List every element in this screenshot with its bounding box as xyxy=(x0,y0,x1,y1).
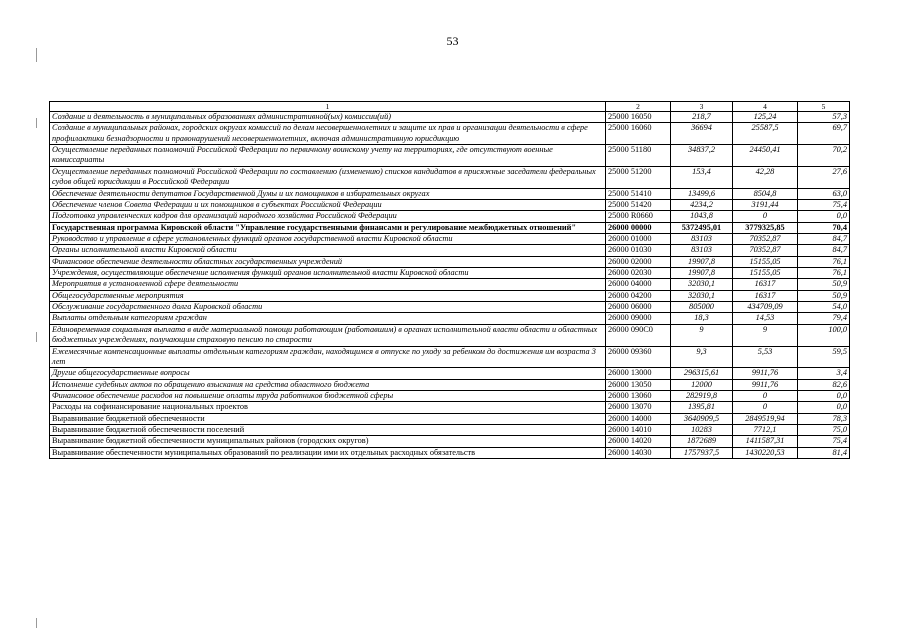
row-percent-value: 63,0 xyxy=(798,188,850,199)
row-actual-value: 9911,76 xyxy=(733,368,798,379)
row-percent-value: 75,4 xyxy=(798,436,850,447)
header-cell-actual: 4 xyxy=(733,102,798,112)
page-number: 53 xyxy=(446,34,459,48)
row-plan-value: 10283 xyxy=(671,425,733,436)
row-name-cell: Выравнивание обеспеченности муниципальных образований по реализации ими их отдельных расходных обязательств xyxy=(50,447,606,458)
table-row xyxy=(50,324,850,346)
table-row xyxy=(50,199,850,210)
row-code-cell: 26000 02000 xyxy=(606,256,671,267)
row-code-cell: 26000 14020 xyxy=(606,436,671,447)
row-name-cell: Общегосударственные мероприятия xyxy=(50,290,606,301)
row-percent-value: 0,0 xyxy=(798,390,850,401)
header-cell-percent: 5 xyxy=(798,102,850,112)
margin-mark xyxy=(36,48,37,62)
table-body xyxy=(50,112,850,459)
row-plan-value: 34837,2 xyxy=(671,145,733,167)
header-cell-plan: 3 xyxy=(671,102,733,112)
row-percent-value: 75,0 xyxy=(798,425,850,436)
row-plan-value: 13499,6 xyxy=(671,188,733,199)
row-percent-value: 0,0 xyxy=(798,211,850,222)
row-actual-value: 434709,09 xyxy=(733,302,798,313)
row-code-cell: 26000 06000 xyxy=(606,302,671,313)
row-percent-value: 84,7 xyxy=(798,245,850,256)
row-percent-value: 27,6 xyxy=(798,166,850,188)
row-code-cell: 26000 09000 xyxy=(606,313,671,324)
budget-table xyxy=(49,101,850,459)
row-percent-value: 75,4 xyxy=(798,199,850,210)
row-plan-value: 19907,8 xyxy=(671,268,733,279)
row-name-cell: Подготовка управленческих кадров для организаций народного хозяйства Российской Федерации xyxy=(50,211,606,222)
row-actual-value: 0 xyxy=(733,402,798,413)
row-plan-value: 282919,8 xyxy=(671,390,733,401)
row-name-cell: Расходы на софинансирование национальных проектов xyxy=(50,402,606,413)
row-name-cell: Финансовое обеспечение деятельности областных государственных учреждений xyxy=(50,256,606,267)
row-code-cell: 25000 16050 xyxy=(606,112,671,123)
table-row xyxy=(50,256,850,267)
row-plan-value: 12000 xyxy=(671,379,733,390)
row-code-cell: 25000 51200 xyxy=(606,166,671,188)
row-code-cell: 26000 01000 xyxy=(606,233,671,244)
row-name-cell: Выплаты отдельным категориям граждан xyxy=(50,313,606,324)
row-code-cell: 26000 090C0 xyxy=(606,324,671,346)
table-row xyxy=(50,290,850,301)
row-code-cell: 25000 51180 xyxy=(606,145,671,167)
row-percent-value: 0,0 xyxy=(798,402,850,413)
row-name-cell: Исполнение судебных актов по обращению взыскания на средства областного бюджета xyxy=(50,379,606,390)
row-name-cell: Выравнивание бюджетной обеспеченности xyxy=(50,413,606,424)
table-row xyxy=(50,368,850,379)
row-actual-value: 14,53 xyxy=(733,313,798,324)
row-percent-value: 69,7 xyxy=(798,123,850,145)
row-code-cell: 26000 13050 xyxy=(606,379,671,390)
row-percent-value: 54,0 xyxy=(798,302,850,313)
row-actual-value: 2849519,94 xyxy=(733,413,798,424)
row-name-cell: Органы исполнительной власти Кировской области xyxy=(50,245,606,256)
row-actual-value: 3191,44 xyxy=(733,199,798,210)
row-actual-value: 0 xyxy=(733,390,798,401)
row-actual-value: 1430220,53 xyxy=(733,447,798,458)
row-plan-value: 805000 xyxy=(671,302,733,313)
row-percent-value: 57,3 xyxy=(798,112,850,123)
table-row xyxy=(50,268,850,279)
row-code-cell: 26000 02030 xyxy=(606,268,671,279)
row-code-cell: 25000 R0660 xyxy=(606,211,671,222)
row-code-cell: 26000 00000 xyxy=(606,222,671,233)
row-name-cell: Выравнивание бюджетной обеспеченности поселений xyxy=(50,425,606,436)
table-row xyxy=(50,123,850,145)
row-plan-value: 296315,61 xyxy=(671,368,733,379)
table-row xyxy=(50,302,850,313)
row-name-cell: Руководство и управление в сфере установленных функций органов государственной власти Кировской области xyxy=(50,233,606,244)
row-plan-value: 1757937,5 xyxy=(671,447,733,458)
row-plan-value: 9 xyxy=(671,324,733,346)
row-plan-value: 3640909,5 xyxy=(671,413,733,424)
row-plan-value: 5372495,01 xyxy=(671,222,733,233)
row-name-cell: Единовременная социальная выплата в виде материальной помощи работающим (работавшим) в органах исполнительной власти области и областных бюджетных учреждениях, получающим страховую пенсию по старости xyxy=(50,324,606,346)
table-row xyxy=(50,112,850,123)
row-percent-value: 81,4 xyxy=(798,447,850,458)
row-actual-value: 70352,87 xyxy=(733,245,798,256)
row-percent-value: 82,6 xyxy=(798,379,850,390)
row-actual-value: 16317 xyxy=(733,290,798,301)
row-code-cell: 26000 04200 xyxy=(606,290,671,301)
row-code-cell: 26000 13060 xyxy=(606,390,671,401)
table-row xyxy=(50,166,850,188)
row-name-cell: Обеспечение деятельности депутатов Государственной Думы и их помощников в избирательных округах xyxy=(50,188,606,199)
row-percent-value: 3,4 xyxy=(798,368,850,379)
row-plan-value: 19907,8 xyxy=(671,256,733,267)
row-actual-value: 0 xyxy=(733,211,798,222)
row-code-cell: 26000 09360 xyxy=(606,346,671,368)
row-plan-value: 32030,1 xyxy=(671,279,733,290)
row-plan-value: 153,4 xyxy=(671,166,733,188)
row-plan-value: 32030,1 xyxy=(671,290,733,301)
row-code-cell: 26000 14010 xyxy=(606,425,671,436)
row-code-cell: 25000 51420 xyxy=(606,199,671,210)
table-row xyxy=(50,279,850,290)
row-code-cell: 26000 04000 xyxy=(606,279,671,290)
row-code-cell: 26000 14030 xyxy=(606,447,671,458)
table-header-row xyxy=(50,102,850,112)
margin-mark xyxy=(36,332,37,342)
row-actual-value: 24450,41 xyxy=(733,145,798,167)
table-row xyxy=(50,346,850,368)
row-name-cell: Ежемесячные компенсационные выплаты отдельным категориям граждан, находящимся в отпуске по уходу за ребенком до достижения им возраста 3 лет xyxy=(50,346,606,368)
table-row xyxy=(50,245,850,256)
table-row xyxy=(50,233,850,244)
row-percent-value: 50,9 xyxy=(798,290,850,301)
row-actual-value: 70352,87 xyxy=(733,233,798,244)
row-actual-value: 7712,1 xyxy=(733,425,798,436)
row-plan-value: 218,7 xyxy=(671,112,733,123)
row-name-cell: Выравнивание бюджетной обеспеченности муниципальных районов (городских округов) xyxy=(50,436,606,447)
table-row xyxy=(50,413,850,424)
row-name-cell: Учреждения, осуществляющие обеспечение исполнения функций органов исполнительной власти Кировской области xyxy=(50,268,606,279)
row-actual-value: 42,28 xyxy=(733,166,798,188)
row-code-cell: 25000 51410 xyxy=(606,188,671,199)
table-row xyxy=(50,436,850,447)
table-row xyxy=(50,402,850,413)
row-actual-value: 15155,05 xyxy=(733,256,798,267)
table-row xyxy=(50,447,850,458)
row-percent-value: 59,5 xyxy=(798,346,850,368)
row-plan-value: 1043,8 xyxy=(671,211,733,222)
table-row xyxy=(50,313,850,324)
row-name-cell: Осуществление переданных полномочий Российской Федерации по первичному воинскому учету на территориях, где отсутствуют военные комиссариаты xyxy=(50,145,606,167)
row-percent-value: 76,1 xyxy=(798,256,850,267)
row-name-cell: Обслуживание государственного долга Кировской области xyxy=(50,302,606,313)
row-percent-value: 50,9 xyxy=(798,279,850,290)
row-code-cell: 26000 13070 xyxy=(606,402,671,413)
row-code-cell: 25000 16060 xyxy=(606,123,671,145)
table-row xyxy=(50,211,850,222)
row-actual-value: 15155,05 xyxy=(733,268,798,279)
row-percent-value: 70,4 xyxy=(798,222,850,233)
row-percent-value: 84,7 xyxy=(798,233,850,244)
row-actual-value: 9911,76 xyxy=(733,379,798,390)
row-percent-value: 76,1 xyxy=(798,268,850,279)
row-name-cell: Мероприятия в установленной сфере деятельности xyxy=(50,279,606,290)
table-row xyxy=(50,145,850,167)
row-name-cell: Создание в муниципальных районах, городских округах комиссий по делам несовершеннолетних и защите их прав и организации деятельности в сфере профилактики безнадзорности и правонарушений несовершеннолетних, включая административную юрисдикцию xyxy=(50,123,606,145)
row-name-cell: Другие общегосударственные вопросы xyxy=(50,368,606,379)
row-name-cell: Осуществление переданных полномочий Российской Федерации по составлению (изменению) списков кандидатов в присяжные заседатели федеральных судов общей юрисдикции в Российской Федерации xyxy=(50,166,606,188)
table-row xyxy=(50,222,850,233)
row-actual-value: 5,53 xyxy=(733,346,798,368)
row-percent-value: 78,3 xyxy=(798,413,850,424)
row-name-cell: Обеспечение членов Совета Федерации и их помощников в субъектах Российской Федерации xyxy=(50,199,606,210)
margin-mark xyxy=(36,618,37,628)
row-actual-value: 3779325,85 xyxy=(733,222,798,233)
row-name-cell: Создание и деятельность в муниципальных образованиях административной(ых) комиссии(ий) xyxy=(50,112,606,123)
header-cell-code: 2 xyxy=(606,102,671,112)
row-name-cell: Государственная программа Кировской области "Управление государственными финансами и регулирование межбюджетных отношений" xyxy=(50,222,606,233)
row-code-cell: 26000 01030 xyxy=(606,245,671,256)
row-percent-value: 100,0 xyxy=(798,324,850,346)
row-actual-value: 8504,8 xyxy=(733,188,798,199)
header-cell-name: 1 xyxy=(50,102,606,112)
row-plan-value: 1872689 xyxy=(671,436,733,447)
row-percent-value: 79,4 xyxy=(798,313,850,324)
row-plan-value: 1395,81 xyxy=(671,402,733,413)
row-plan-value: 83103 xyxy=(671,245,733,256)
row-name-cell: Финансовое обеспечение расходов на повышение оплаты труда работников бюджетной сферы xyxy=(50,390,606,401)
table-row xyxy=(50,379,850,390)
row-actual-value: 9 xyxy=(733,324,798,346)
row-code-cell: 26000 13000 xyxy=(606,368,671,379)
row-plan-value: 36694 xyxy=(671,123,733,145)
row-plan-value: 83103 xyxy=(671,233,733,244)
margin-mark xyxy=(36,118,37,128)
row-actual-value: 125,24 xyxy=(733,112,798,123)
row-plan-value: 4234,2 xyxy=(671,199,733,210)
row-plan-value: 9,3 xyxy=(671,346,733,368)
row-percent-value: 70,2 xyxy=(798,145,850,167)
row-actual-value: 16317 xyxy=(733,279,798,290)
row-actual-value: 25587,5 xyxy=(733,123,798,145)
row-plan-value: 18,3 xyxy=(671,313,733,324)
table-row xyxy=(50,425,850,436)
table-row xyxy=(50,390,850,401)
table-row xyxy=(50,188,850,199)
row-actual-value: 1411587,31 xyxy=(733,436,798,447)
row-code-cell: 26000 14000 xyxy=(606,413,671,424)
